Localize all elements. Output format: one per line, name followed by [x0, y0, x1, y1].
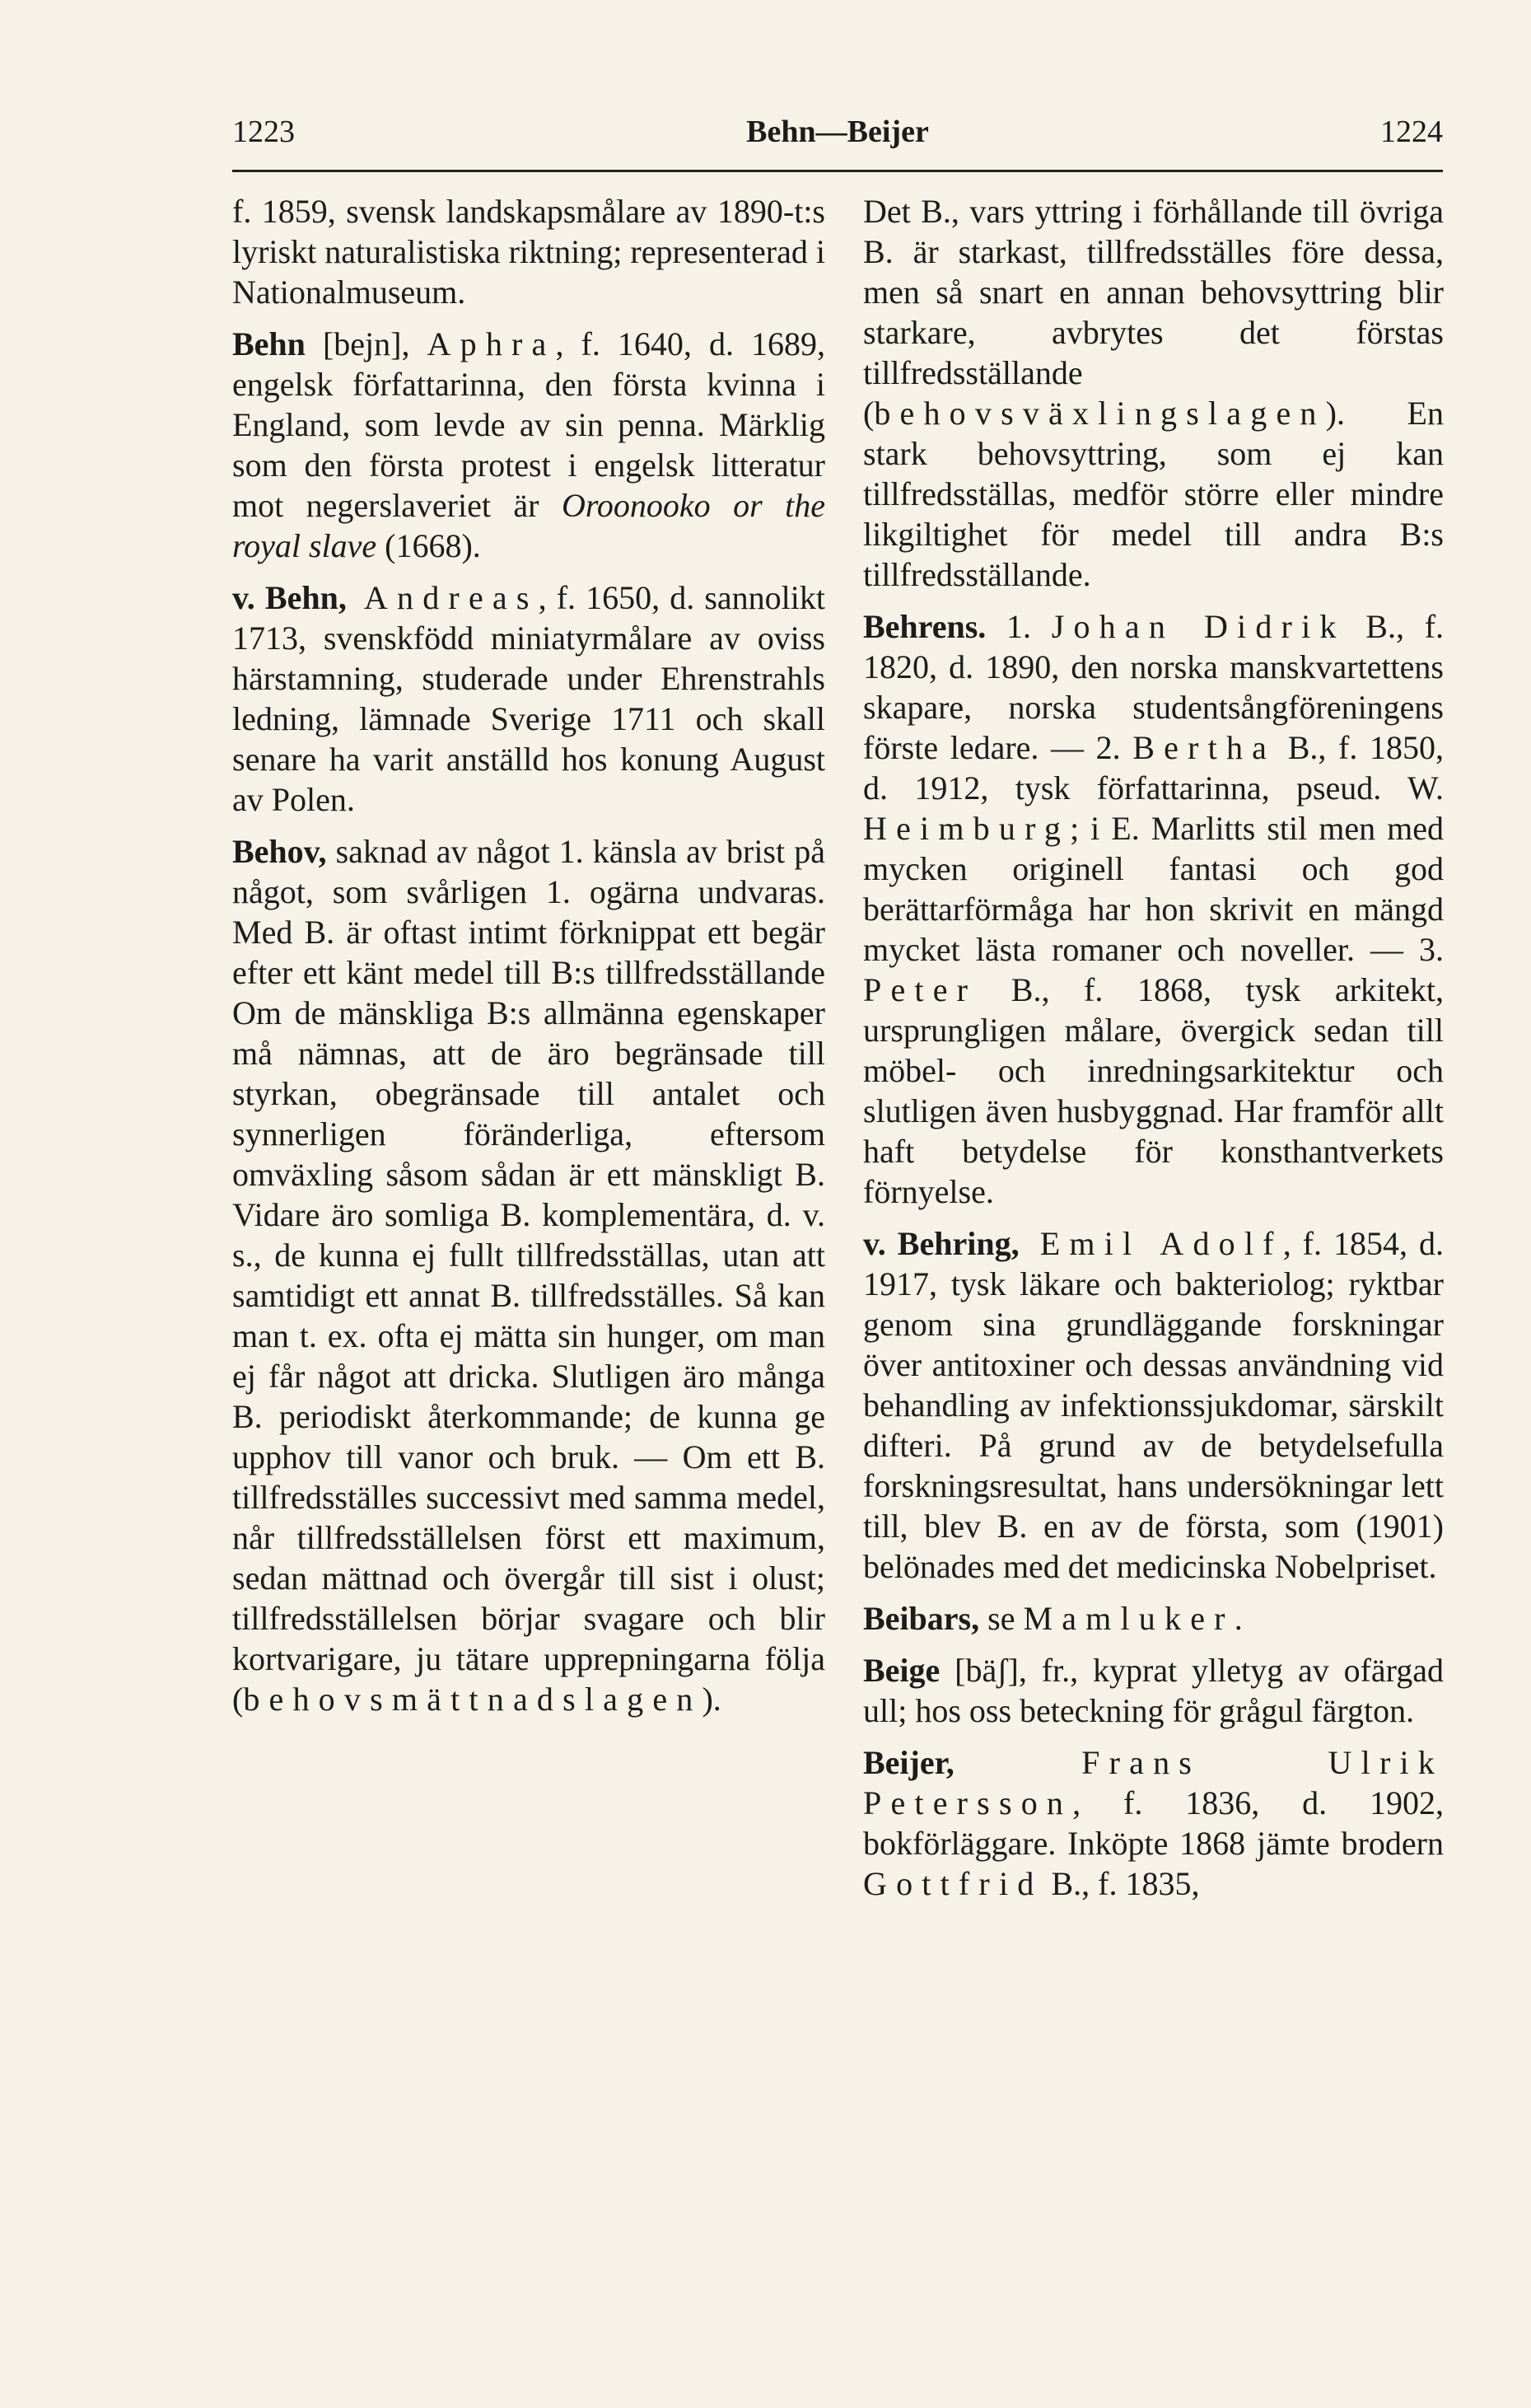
person-name: Gottfrid: [863, 1865, 1043, 1902]
running-title: Behn—Beijer: [746, 115, 929, 149]
header-rule: [232, 170, 1443, 172]
page-header: [232, 107, 1443, 157]
spaced-term: behovsväxlingslagen: [874, 395, 1326, 432]
person-name: Peter: [863, 971, 978, 1008]
entry-behn-andreas: v. Behn, Andreas, f. 1650, d. sannolikt 1713, svenskfödd miniatyrmålare av oviss härstamning, studerade under Ehrenstrahls ledning, lämnade Sverige 1711 och skall senare ha varit anställd hos konung August av Polen.: [232, 579, 826, 818]
headword: Beige: [863, 1652, 941, 1689]
right-column: [863, 191, 1444, 1915]
spaced-term: behovsmättnadslagen: [243, 1681, 702, 1718]
entry-beige: Beige [bäʃ], fr., kyprat ylletyg av ofärgad ull; hos oss beteckning för grågul färgton.: [863, 1652, 1444, 1729]
given-name: Emil Adolf: [1019, 1225, 1283, 1262]
headword: Beijer,: [863, 1744, 955, 1781]
given-name: Aphra: [427, 325, 556, 362]
page-number-left: 1223: [232, 115, 295, 149]
entry-behrens: Behrens. 1. Johan Didrik B., f. 1820, d. 1890, den norska manskvartettens skapare, norska studentsångföreningens förste ledare. — 2. Bertha B., f. 1850, d. 1912, tysk författarinna, pseud. W. Heimburg; i E. Marlitts stil men med mycken originell fantasi och god berättarförmåga har hon skrivit en mängd mycket lästa romaner och noveller. — 3. Peter B., f. 1868, tysk arkitekt, ursprungligen målare, övergick sedan till möbel- och inredningsarkitektur och slutligen även husbyggnad. Har framför allt haft betydelse för konsthantverkets förnyelse.: [863, 608, 1445, 1210]
entry-beibars: Beibars, se Mamluker.: [863, 1600, 1243, 1637]
headword: Behrens.: [863, 608, 987, 645]
given-name: Andreas: [346, 579, 539, 616]
person-name: Bertha: [1132, 729, 1277, 766]
entry-behov-continuation: Det B., vars yttring i förhållande till övriga B. är starkast, tillfredsställes före dessa, men så snart en annan behovsyttring blir starkare, avbrytes det förstas tillfredsställande (behovsväxlingslagen). En stark behovsyttring, som ej kan tillfredsställas, medför större eller mindre likgiltighet för medel till andra B:s tillfredsställande.: [863, 193, 1444, 593]
person-name: Johan Didrik: [1051, 608, 1346, 645]
person-name: Heimburg: [863, 810, 1071, 847]
work-title: Oroonooko or the royal slave: [232, 487, 825, 564]
headword: Behn,: [264, 579, 347, 616]
headword: Behring,: [897, 1225, 1020, 1262]
entry-behn-aphra: Behn [bejn], Aphra, f. 1640, d. 1689, engelsk författarinna, den första kvinna i England, som levde av sin penna. Märklig som den första protest i engelsk litteratur mot negerslaveriet är Oroonooko or the royal slave (1668).: [232, 325, 825, 564]
given-name: Frans Ulrik Petersson: [863, 1744, 1444, 1821]
headword: Behn: [232, 325, 306, 362]
headword: Beibars,: [863, 1600, 980, 1637]
entry-behring: v. Behring, Emil Adolf, f. 1854, d. 1917, tysk läkare och bakteriolog; ryktbar genom sina grundläggande forskningar över antitoxiner och dessas användning vid behandling av infektionssjukdomar, särskilt difteri. På grund av de betydelsefulla forskningsresultat, hans undersökningar lett till, blev B. en av de första, som (1901) belönades med det medicinska Nobelpriset.: [863, 1225, 1445, 1585]
cross-reference: Mamluker: [1023, 1600, 1235, 1637]
entry-behov: Behov, saknad av något 1. känsla av brist på något, som svårligen 1. ogärna undvaras. Med B. är oftast intimt förknippat ett begär efter ett känt medel till B:s tillfredsställande Om de mänskliga B:s allmänna egenskaper må nämnas, att de äro begränsade till styrkan, obegränsade till antalet och synnerligen föränderliga, eftersom omväxling såsom sådan är ett mänskligt B. Vidare äro somliga B. komplementära, d. v. s., de kunna ej fullt tillfredsställas, utan att samtidigt ett annat B. tillfredsställes. Så kan man t. ex. ofta ej mätta sin hunger, om man ej får något att dricka. Slutligen äro många B. periodiskt återkommande; de kunna ge upphov till vanor och bruk. — Om ett B. tillfredsställes successivt med samma medel, når tillfredsställelsen först ett maximum, sedan mättnad och övergår till sist i olust; tillfredsställelsen börjar svagare och blir kortvarigare, ju tätare upprepningarna följa (behovsmättnadslagen).: [232, 833, 825, 1718]
left-column: [232, 191, 825, 1731]
entry-beijer: Beijer, Frans Ulrik Petersson, f. 1836, d. 1902, bokförläggare. Inköpte 1868 jämte brodern Gottfrid B., f. 1835,: [863, 1744, 1444, 1902]
entry-continuation: f. 1859, svensk landskapsmålare av 1890-t:s lyriskt naturalistiska riktning; representerad i Nationalmuseum.: [232, 193, 825, 311]
headword: Behov,: [232, 833, 327, 870]
page-number-right: 1224: [1380, 115, 1443, 149]
